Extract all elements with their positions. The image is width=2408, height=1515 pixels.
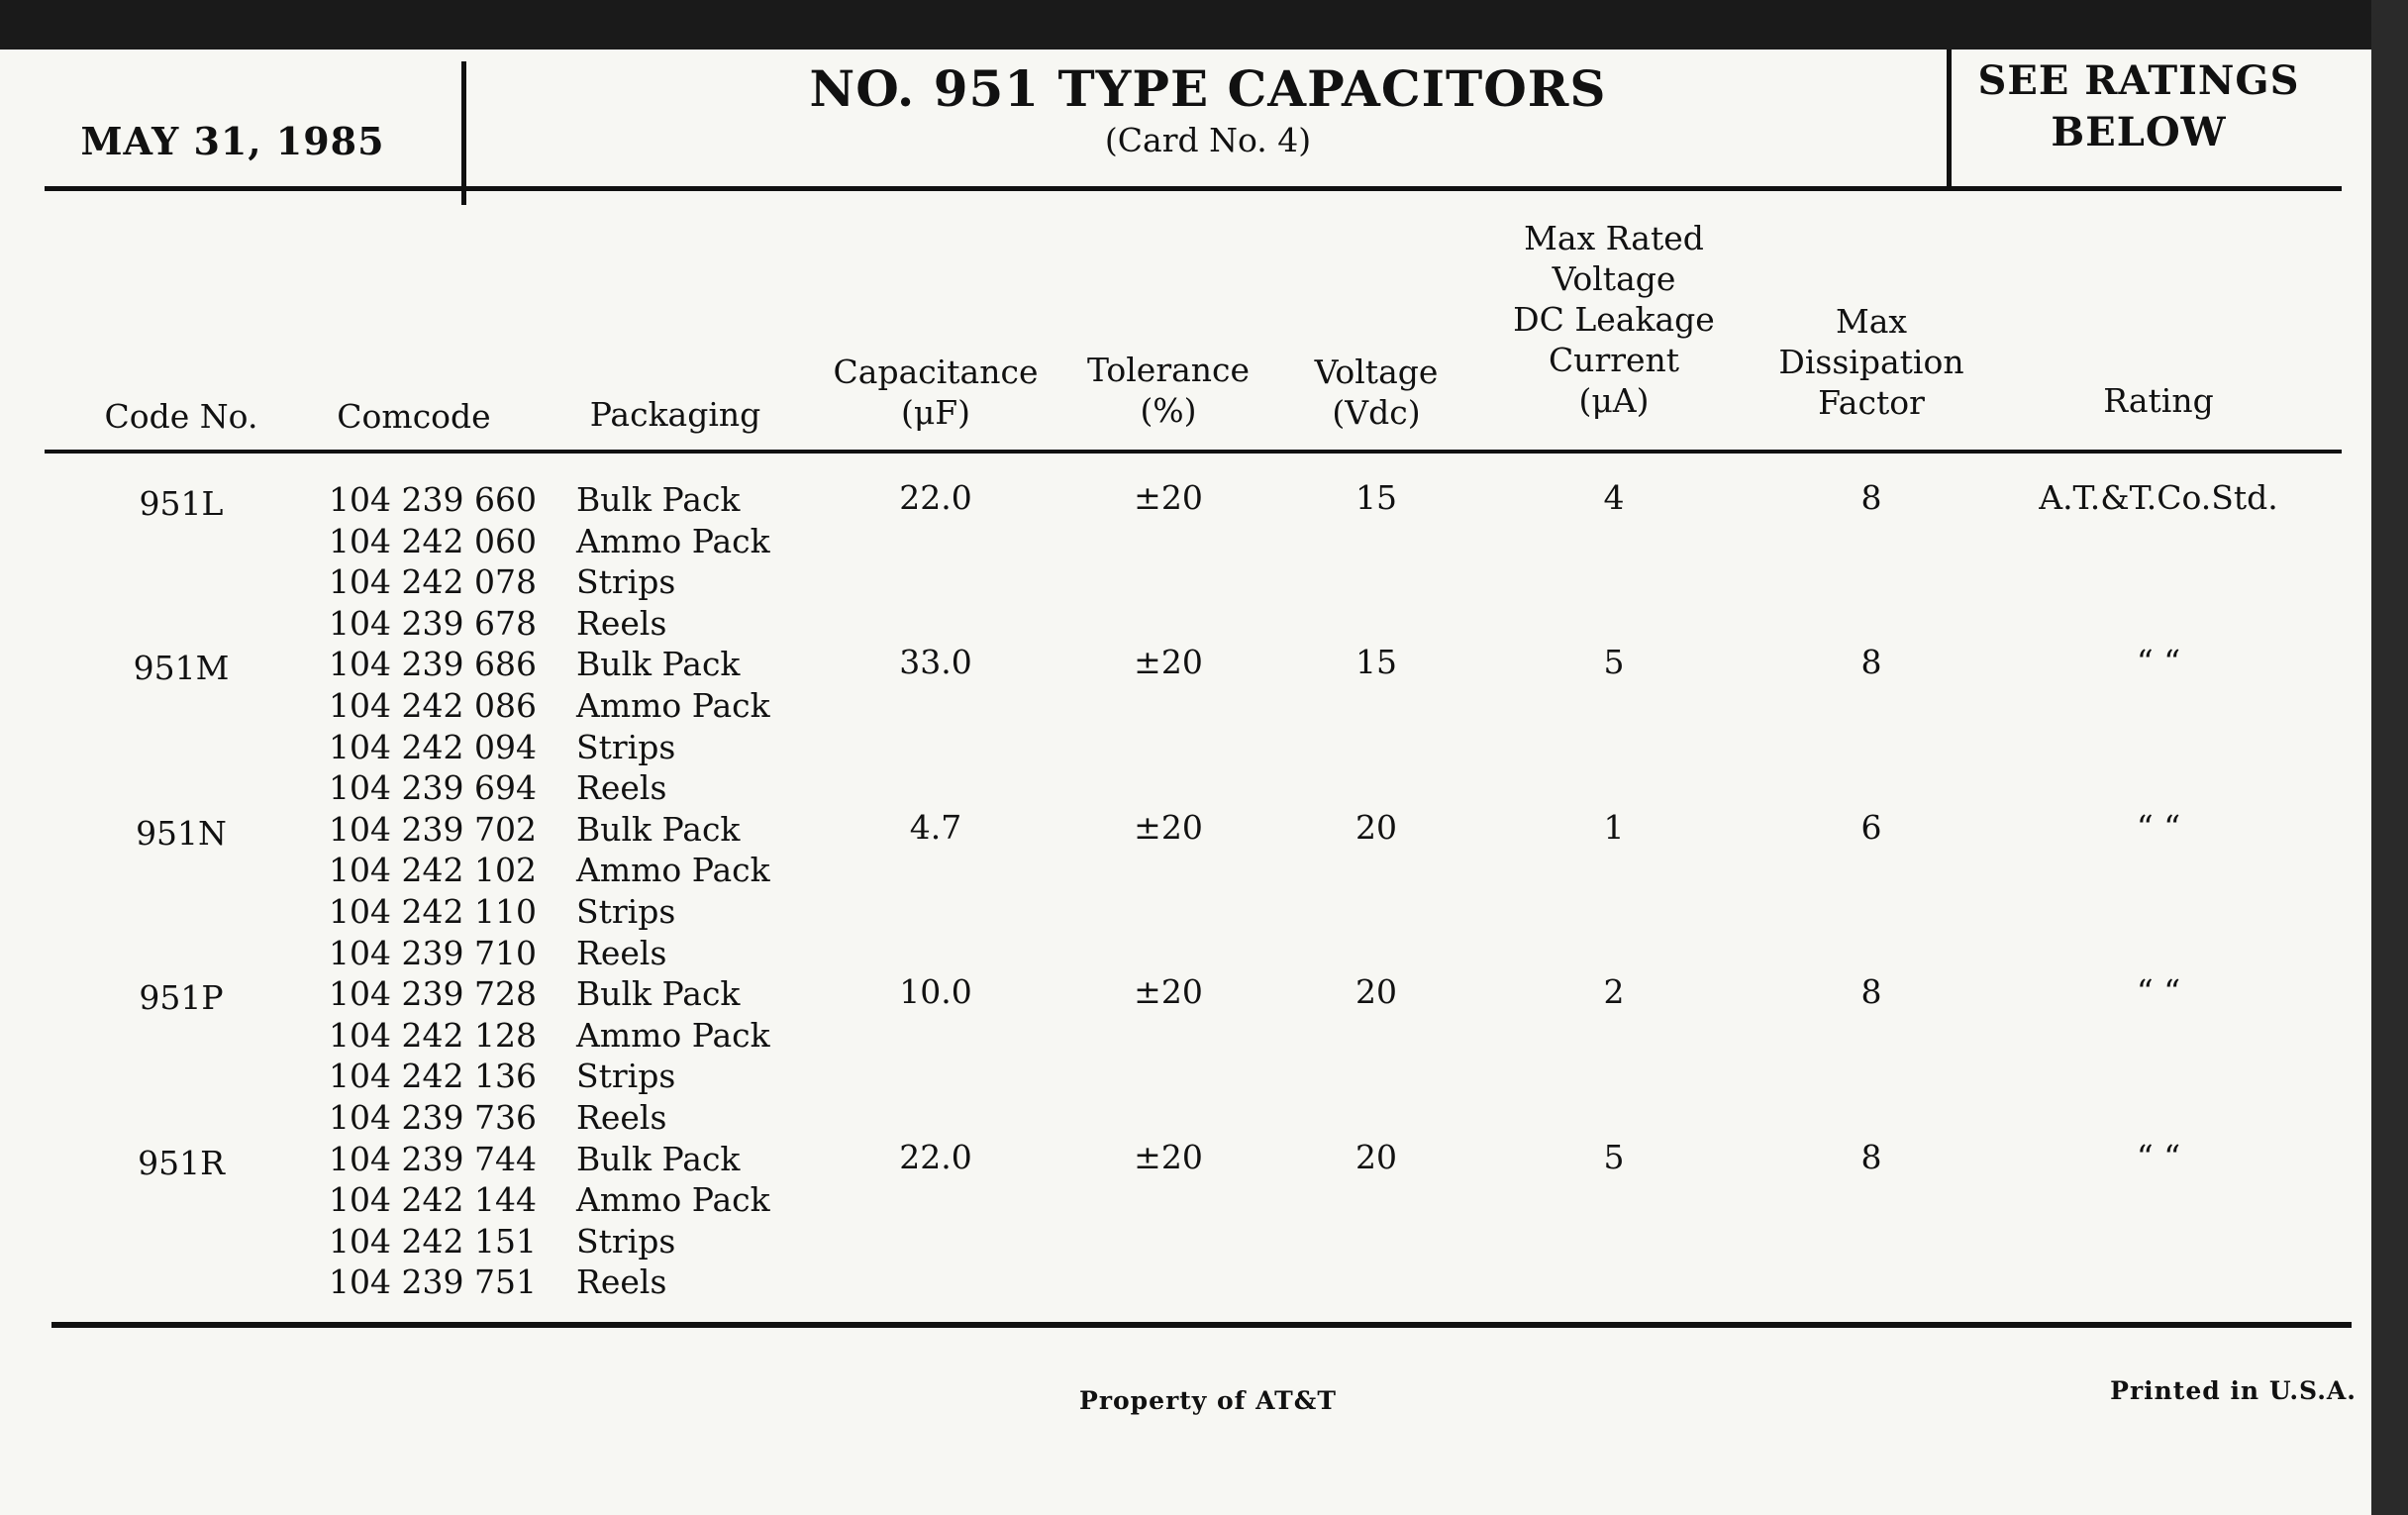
col-header-voltage-line1: Voltage: [1314, 353, 1439, 391]
col-header-tolerance-line2: (%): [1140, 391, 1197, 430]
packaging-value: Reels: [576, 933, 667, 972]
code-no: 951L: [139, 484, 224, 523]
leakage-value: 2: [1603, 972, 1625, 1012]
comcode-value: 104 242 136: [329, 1057, 537, 1096]
dissipation-value: 8: [1860, 1137, 1882, 1176]
packaging-value: Strips: [576, 892, 676, 931]
table-bottom-rule: [51, 1322, 2352, 1328]
comcode-value: 104 239 751: [329, 1262, 537, 1302]
leakage-value: 4: [1603, 478, 1625, 517]
footer-printed: Printed in U.S.A.: [2110, 1376, 2357, 1405]
packaging-value: Ammo Pack: [576, 851, 770, 890]
dissipation-value: 8: [1860, 643, 1882, 682]
capacitance-value: 22.0: [899, 1137, 972, 1176]
col-header-code: Code No.: [104, 397, 258, 436]
packaging-value: Ammo Pack: [576, 521, 770, 560]
packaging-value: Ammo Pack: [576, 1180, 770, 1220]
col-header-leakage-line1: Max Rated: [1524, 219, 1704, 257]
tolerance-value: ±20: [1134, 1137, 1203, 1176]
packaging-value: Bulk Pack: [576, 480, 741, 519]
comcode-value: 104 239 728: [329, 974, 537, 1014]
rating-value: “ “: [2136, 1137, 2181, 1176]
comcode-value: 104 239 694: [329, 768, 537, 808]
col-header-capacitance: [812, 352, 1059, 433]
comcode-value: 104 239 744: [329, 1139, 537, 1178]
col-header-tolerance: [1064, 350, 1272, 431]
voltage-value: 20: [1355, 1137, 1397, 1176]
voltage-value: 15: [1355, 643, 1397, 682]
comcode-value: 104 242 144: [329, 1180, 537, 1220]
rating-value: “ “: [2136, 972, 2181, 1012]
comcode-value: 104 242 094: [329, 727, 537, 766]
rating-value: A.T.&T.Co.Std.: [2039, 478, 2278, 517]
col-header-voltage-line2: (Vdc): [1332, 393, 1421, 432]
rating-value: “ “: [2136, 643, 2181, 682]
ratings-note-line2: BELOW: [2051, 109, 2227, 155]
document-date: MAY 31, 1985: [80, 119, 385, 163]
packaging-value: Bulk Pack: [576, 645, 741, 684]
col-header-leakage-line5: (μA): [1578, 381, 1650, 420]
comcode-value: 104 239 660: [329, 480, 537, 519]
packaging-value: Bulk Pack: [576, 974, 741, 1014]
packaging-value: Strips: [576, 727, 676, 766]
document-title: NO. 951 TYPE CAPACITORS: [809, 59, 1607, 118]
capacitance-value: 33.0: [899, 643, 972, 682]
tolerance-value: ±20: [1134, 643, 1203, 682]
leakage-value: 5: [1603, 1137, 1625, 1176]
col-header-leakage: [1485, 218, 1743, 421]
dissipation-value: 8: [1860, 972, 1882, 1012]
tolerance-value: ±20: [1134, 478, 1203, 517]
packaging-value: Ammo Pack: [576, 686, 770, 725]
comcode-value: 104 239 702: [329, 809, 537, 849]
comcode-value: 104 242 151: [329, 1221, 537, 1261]
comcode-value: 104 242 086: [329, 686, 537, 725]
ratings-note: [1956, 55, 2322, 158]
capacitance-value: 10.0: [899, 972, 972, 1012]
packaging-value: Ammo Pack: [576, 1015, 770, 1055]
dissipation-value: 6: [1860, 807, 1882, 847]
comcode-value: 104 242 110: [329, 892, 537, 931]
col-header-packaging: Packaging: [589, 395, 761, 434]
comcode-value: 104 239 678: [329, 603, 537, 643]
col-header-leakage-line2: Voltage: [1552, 259, 1676, 298]
document-card: [0, 50, 2371, 1515]
packaging-value: Reels: [576, 1262, 667, 1302]
col-header-dissipation-line2: Dissipation: [1778, 343, 1964, 381]
col-header-comcode: Comcode: [337, 397, 491, 436]
col-header-leakage-line3: DC Leakage: [1513, 300, 1715, 339]
packaging-value: Bulk Pack: [576, 1139, 741, 1178]
capacitance-value: 4.7: [909, 807, 962, 847]
comcode-value: 104 242 102: [329, 851, 537, 890]
rating-value: “ “: [2136, 807, 2181, 847]
scan-edge: [2371, 0, 2408, 1515]
voltage-value: 20: [1355, 972, 1397, 1012]
col-header-dissipation-line1: Max: [1835, 302, 1908, 341]
col-header-leakage-line4: Current: [1548, 341, 1680, 379]
comcode-value: 104 242 060: [329, 521, 537, 560]
packaging-value: Strips: [576, 1221, 676, 1261]
document-subtitle: (Card No. 4): [1104, 121, 1312, 159]
col-header-rating: Rating: [2103, 381, 2214, 420]
leakage-value: 5: [1603, 643, 1625, 682]
col-header-dissipation-line3: Factor: [1818, 383, 1925, 422]
code-no: 951M: [133, 649, 230, 688]
col-header-tolerance-line1: Tolerance: [1086, 351, 1251, 389]
packaging-value: Bulk Pack: [576, 809, 741, 849]
code-no: 951P: [139, 978, 224, 1018]
packaging-value: Reels: [576, 768, 667, 808]
footer-property: Property of AT&T: [1079, 1386, 1337, 1415]
comcode-value: 104 239 736: [329, 1098, 537, 1137]
comcode-value: 104 242 128: [329, 1015, 537, 1055]
leakage-value: 1: [1603, 807, 1625, 847]
packaging-value: Reels: [576, 1098, 667, 1137]
column-header-rule: [45, 450, 2342, 454]
col-header-voltage: [1282, 352, 1470, 433]
code-no: 951R: [138, 1143, 225, 1182]
code-no: 951N: [136, 813, 227, 853]
packaging-value: Reels: [576, 603, 667, 643]
tolerance-value: ±20: [1134, 972, 1203, 1012]
capacitance-value: 22.0: [899, 478, 972, 517]
ratings-note-line1: SEE RATINGS: [1977, 57, 2300, 104]
col-header-dissipation: [1753, 301, 1990, 423]
header-rule: [45, 186, 2342, 191]
comcode-value: 104 239 710: [329, 933, 537, 972]
col-header-capacitance-line2: (μF): [900, 393, 971, 432]
header-divider-right: [1947, 50, 1952, 191]
dissipation-value: 8: [1860, 478, 1882, 517]
comcode-value: 104 242 078: [329, 562, 537, 602]
voltage-value: 20: [1355, 807, 1397, 847]
voltage-value: 15: [1355, 478, 1397, 517]
packaging-value: Strips: [576, 1057, 676, 1096]
comcode-value: 104 239 686: [329, 645, 537, 684]
tolerance-value: ±20: [1134, 807, 1203, 847]
packaging-value: Strips: [576, 562, 676, 602]
col-header-capacitance-line1: Capacitance: [833, 353, 1039, 391]
